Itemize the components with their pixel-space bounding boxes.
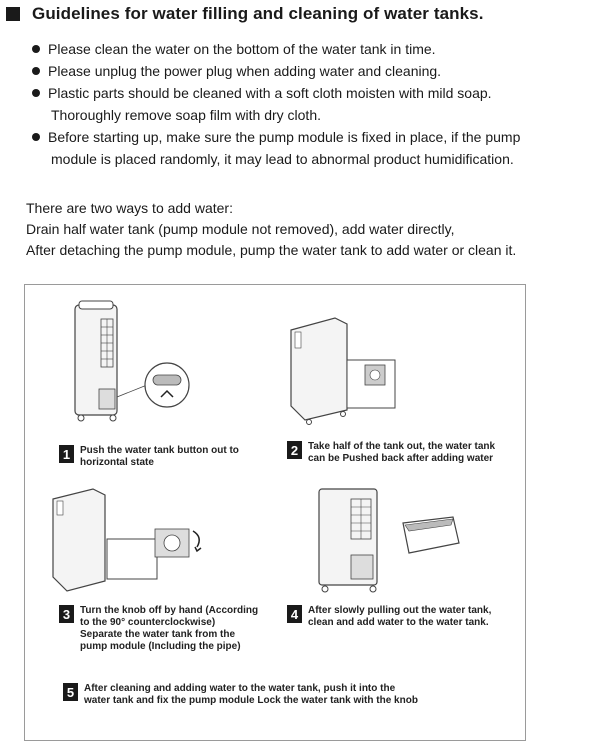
way-two: After detaching the pump module, pump the water tank to add water or clean it. <box>26 242 517 258</box>
step-number: 5 <box>63 683 78 701</box>
bullet-item <box>30 60 590 82</box>
bullet-continuation: module is placed randomly, it may lead to abnormal product humidification. <box>51 151 514 167</box>
bullet-text: Please unplug the power plug when adding water and cleaning. <box>48 63 442 79</box>
step-line: water tank and fix the pump module Lock the water tank with the knob <box>84 695 418 706</box>
bullet-item <box>30 82 590 104</box>
page-title: Guidelines for water filling and cleaning of water tanks. <box>32 4 484 23</box>
step-text <box>80 445 239 469</box>
add-water-methods <box>26 198 591 261</box>
step-line: to the 90° counterclockwise) <box>80 617 216 628</box>
step-line: Take half of the tank out, the water tank <box>308 441 496 452</box>
step-text <box>84 683 418 707</box>
way-one: Drain half water tank (pump module not removed), add water directly, <box>26 221 455 237</box>
step-number: 1 <box>59 445 74 463</box>
bullet-text: Before starting up, make sure the pump module is fixed in place, if the pump <box>48 129 521 145</box>
step-line: pump module (Including the pipe) <box>80 641 241 652</box>
step3-illustration <box>47 485 217 595</box>
guideline-list <box>30 38 590 170</box>
bullet-item <box>30 126 590 148</box>
step-line: Separate the water tank from the <box>80 629 236 640</box>
step-5 <box>63 683 418 707</box>
step-line: horizontal state <box>80 457 154 468</box>
ways-intro: There are two ways to add water: <box>26 200 233 216</box>
instruction-panel <box>24 284 526 741</box>
step-number: 2 <box>287 441 302 459</box>
step-2 <box>287 441 495 465</box>
step4-illustration <box>313 483 493 598</box>
step-line: can be Pushed back after adding water <box>308 453 494 464</box>
bullet-dot-icon <box>32 89 40 97</box>
step-number: 4 <box>287 605 302 623</box>
step-text <box>80 605 258 653</box>
step-line: Push the water tank button out to <box>80 445 239 456</box>
step-line: Turn the knob off by hand (According <box>80 605 259 616</box>
bullet-dot-icon <box>32 67 40 75</box>
bullet-dot-icon <box>32 133 40 141</box>
bullet-dot-icon <box>32 45 40 53</box>
step2-illustration <box>285 310 415 425</box>
bullet-text: Please clean the water on the bottom of the water tank in time. <box>48 41 436 57</box>
step-4 <box>287 605 491 629</box>
step-line: After slowly pulling out the water tank, <box>308 605 492 616</box>
bullet-text: Plastic parts should be cleaned with a soft cloth moisten with mild soap. <box>48 85 492 101</box>
step-text <box>308 605 491 629</box>
title-row <box>6 4 484 24</box>
bullet-continuation: Thoroughly remove soap film with dry cloth. <box>51 107 321 123</box>
step-line: clean and add water to the water tank. <box>308 617 489 628</box>
title-square-icon <box>6 7 20 21</box>
step-number: 3 <box>59 605 74 623</box>
step-line: After cleaning and adding water to the water tank, push it into the <box>84 683 396 694</box>
bullet-item <box>30 38 590 60</box>
step-3 <box>59 605 258 653</box>
step-text <box>308 441 495 465</box>
step1-illustration <box>55 297 205 427</box>
step-1 <box>59 445 239 469</box>
